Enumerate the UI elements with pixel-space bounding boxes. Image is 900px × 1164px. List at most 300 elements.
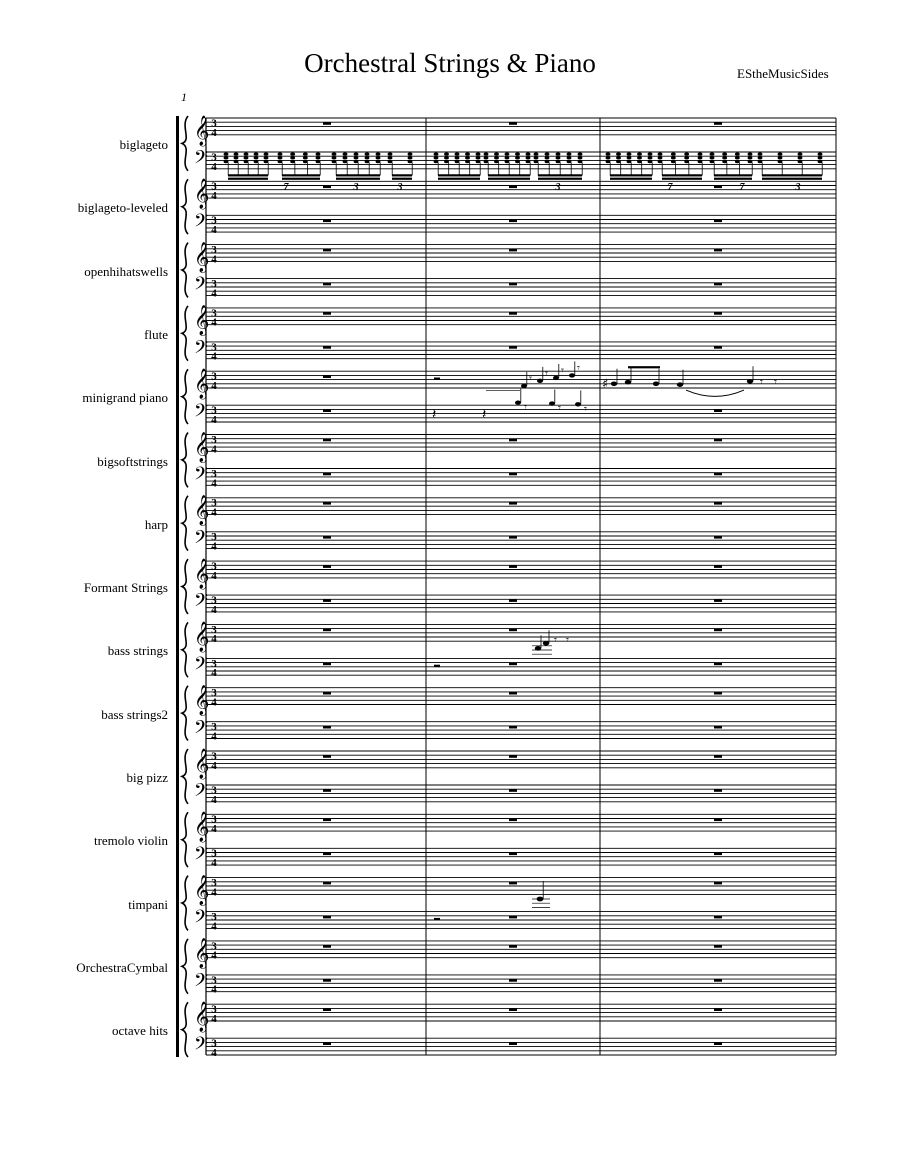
time-signature-numerator: 3 bbox=[211, 940, 217, 953]
whole-rest bbox=[323, 789, 331, 792]
eighth-rest-icon: 𝄾 bbox=[774, 375, 777, 389]
note-head bbox=[254, 156, 259, 159]
note-head bbox=[556, 160, 561, 163]
note-beam bbox=[610, 174, 652, 176]
whole-rest bbox=[714, 312, 722, 315]
note-head bbox=[234, 156, 239, 159]
note-head bbox=[549, 401, 555, 405]
bass-clef-icon: 𝄢 bbox=[194, 654, 209, 679]
treble-clef-icon: 𝄞 bbox=[194, 938, 210, 969]
whole-rest bbox=[509, 283, 517, 286]
note-head bbox=[543, 641, 549, 646]
time-signature-denominator: 4 bbox=[211, 350, 217, 363]
note-beam bbox=[392, 178, 412, 180]
treble-clef-icon: 𝄞 bbox=[194, 558, 210, 589]
note-head bbox=[376, 160, 381, 163]
note-head bbox=[465, 160, 470, 163]
staff-brace bbox=[182, 876, 188, 931]
note-head bbox=[698, 160, 703, 163]
treble-clef-icon: 𝄞 bbox=[194, 875, 210, 906]
note-head bbox=[658, 160, 663, 163]
treble-clef-icon: 𝄞 bbox=[194, 812, 210, 843]
whole-rest bbox=[323, 945, 331, 948]
note-head bbox=[254, 160, 259, 163]
note-head bbox=[343, 156, 348, 159]
note-head bbox=[224, 160, 229, 163]
whole-rest bbox=[509, 312, 517, 315]
note-beam bbox=[538, 174, 582, 176]
tuplet-number: 3 bbox=[555, 181, 561, 193]
whole-rest bbox=[714, 409, 722, 412]
whole-rest bbox=[323, 122, 331, 125]
treble-staff bbox=[206, 498, 836, 515]
whole-rest bbox=[714, 565, 722, 568]
note-head bbox=[578, 160, 583, 163]
note-head bbox=[534, 160, 539, 163]
note-head bbox=[244, 153, 249, 156]
note-beam bbox=[488, 174, 530, 176]
bass-clef-icon: 𝄢 bbox=[194, 1033, 209, 1059]
note-head bbox=[494, 153, 499, 156]
note-head bbox=[515, 160, 520, 163]
treble-staff bbox=[206, 688, 836, 705]
whole-rest bbox=[323, 599, 331, 602]
whole-rest bbox=[323, 692, 331, 695]
note-head bbox=[658, 156, 663, 159]
note-head bbox=[698, 156, 703, 159]
whole-rest bbox=[714, 249, 722, 252]
note-beam bbox=[336, 174, 380, 176]
instrument-label: biglageto bbox=[119, 137, 168, 152]
instrument-label: tremolo violin bbox=[93, 833, 168, 849]
whole-rest bbox=[509, 1042, 517, 1045]
whole-rest bbox=[509, 945, 517, 948]
note-head bbox=[567, 153, 572, 156]
whole-rest bbox=[323, 1042, 331, 1045]
staff-brace bbox=[182, 1002, 188, 1057]
note-head bbox=[710, 153, 715, 156]
note-beam bbox=[438, 178, 480, 180]
note-head bbox=[637, 160, 642, 163]
time-signature-denominator: 4 bbox=[211, 857, 217, 870]
eighth-rest-icon: 𝄾 bbox=[545, 366, 548, 380]
note-beam bbox=[228, 174, 268, 176]
note-head bbox=[224, 156, 229, 159]
time-signature-denominator: 4 bbox=[211, 287, 217, 300]
note-head bbox=[354, 156, 359, 159]
time-signature-denominator: 4 bbox=[211, 506, 217, 519]
time-signature-denominator: 4 bbox=[211, 633, 217, 646]
whole-rest bbox=[714, 473, 722, 476]
whole-rest bbox=[509, 249, 517, 252]
note-head bbox=[343, 153, 348, 156]
sharp-icon: ♯ bbox=[602, 377, 609, 392]
note-head bbox=[616, 156, 621, 159]
note-head bbox=[494, 160, 499, 163]
instrument-label: flute bbox=[144, 326, 168, 342]
note-head bbox=[484, 156, 489, 159]
whole-rest bbox=[323, 473, 331, 476]
treble-clef-icon: 𝄞 bbox=[194, 622, 210, 653]
treble-staff bbox=[206, 1004, 836, 1021]
bass-clef-icon: 𝄢 bbox=[194, 843, 209, 869]
instrument-label: openhihatswells bbox=[84, 263, 168, 279]
note-head bbox=[444, 153, 449, 156]
treble-clef-icon: 𝄞 bbox=[194, 305, 210, 336]
whole-rest bbox=[323, 220, 331, 223]
time-signature-denominator: 4 bbox=[211, 667, 217, 680]
bass-staff bbox=[206, 532, 836, 549]
note-head bbox=[758, 160, 763, 163]
whole-rest bbox=[714, 789, 722, 792]
whole-rest bbox=[323, 249, 331, 252]
time-signature-numerator: 3 bbox=[211, 117, 217, 130]
bass-staff bbox=[206, 342, 836, 359]
whole-rest bbox=[714, 945, 722, 948]
whole-rest bbox=[509, 692, 517, 695]
staff-brace bbox=[182, 939, 188, 994]
note-head bbox=[606, 160, 611, 163]
whole-rest bbox=[714, 439, 722, 442]
treble-clef-icon: 𝄞 bbox=[194, 369, 210, 399]
treble-clef-icon: 𝄞 bbox=[194, 1002, 210, 1032]
bass-staff bbox=[206, 279, 836, 296]
treble-staff bbox=[206, 751, 836, 768]
tuplet-number: 7 bbox=[283, 181, 289, 193]
note-beam bbox=[662, 174, 702, 176]
bass-clef-icon: 𝄢 bbox=[194, 970, 209, 996]
time-signature-denominator: 4 bbox=[211, 759, 217, 772]
eighth-rest-icon: 𝄾 bbox=[529, 371, 532, 385]
note-head bbox=[354, 153, 359, 156]
time-signature-numerator: 3 bbox=[211, 784, 217, 797]
note-head bbox=[575, 402, 581, 406]
staff-brace bbox=[182, 496, 188, 551]
note-beam bbox=[392, 174, 412, 176]
whole-rest bbox=[509, 663, 517, 666]
note-head bbox=[798, 153, 803, 156]
whole-rest bbox=[509, 789, 517, 792]
whole-rest bbox=[714, 726, 722, 729]
note-head bbox=[408, 160, 413, 163]
note-head bbox=[778, 156, 783, 159]
whole-rest bbox=[323, 755, 331, 758]
tuplet-number: 3 bbox=[795, 181, 801, 193]
note-head bbox=[290, 156, 295, 159]
whole-rest bbox=[323, 565, 331, 568]
time-signature-denominator: 4 bbox=[211, 443, 217, 456]
note-head bbox=[648, 156, 653, 159]
bass-staff bbox=[206, 1038, 836, 1055]
half-rest bbox=[434, 665, 440, 667]
note-head bbox=[534, 156, 539, 159]
time-signature-denominator: 4 bbox=[211, 886, 217, 899]
note-beam bbox=[282, 178, 320, 180]
note-head bbox=[484, 160, 489, 163]
treble-staff bbox=[206, 435, 836, 452]
bass-clef-icon: 𝄢 bbox=[194, 147, 209, 173]
tuplet-number: 7 bbox=[739, 181, 745, 193]
note-head bbox=[567, 160, 572, 163]
time-signature-numerator: 3 bbox=[211, 623, 217, 636]
note-head bbox=[616, 153, 621, 156]
note-head bbox=[465, 153, 470, 156]
note-beam bbox=[228, 178, 268, 180]
time-signature-denominator: 4 bbox=[211, 190, 217, 203]
whole-rest bbox=[323, 439, 331, 442]
whole-rest bbox=[323, 409, 331, 412]
note-head bbox=[234, 160, 239, 163]
whole-rest bbox=[509, 536, 517, 539]
treble-clef-icon: 𝄞 bbox=[194, 748, 210, 779]
quarter-rest-icon: 𝄽 bbox=[482, 406, 487, 423]
eighth-rest-icon: 𝄾 bbox=[760, 375, 763, 389]
whole-rest bbox=[714, 122, 722, 125]
note-head bbox=[748, 160, 753, 163]
note-head bbox=[343, 160, 348, 163]
staff-brace bbox=[182, 433, 188, 488]
bass-clef-icon: 𝄢 bbox=[194, 907, 209, 933]
note-head bbox=[722, 156, 727, 159]
whole-rest bbox=[323, 979, 331, 982]
time-signature-numerator: 3 bbox=[211, 1037, 217, 1050]
note-head bbox=[798, 160, 803, 163]
note-beam bbox=[488, 178, 530, 180]
note-head bbox=[388, 153, 393, 156]
time-signature-numerator: 3 bbox=[211, 657, 217, 670]
note-head bbox=[710, 156, 715, 159]
note-head bbox=[684, 156, 689, 159]
time-signature-numerator: 3 bbox=[211, 687, 217, 700]
instrument-label: timpani bbox=[128, 896, 168, 912]
eighth-rest-icon: 𝄾 bbox=[577, 361, 580, 375]
whole-rest bbox=[509, 629, 517, 632]
whole-rest bbox=[714, 502, 722, 505]
whole-rest bbox=[714, 1008, 722, 1011]
note-head bbox=[376, 153, 381, 156]
note-head bbox=[748, 156, 753, 159]
measure-number: 1 bbox=[181, 90, 187, 104]
bass-staff bbox=[206, 975, 836, 992]
time-signature-denominator: 4 bbox=[211, 1013, 217, 1025]
instrument-label: OrchestraCymbal bbox=[76, 959, 168, 975]
whole-rest bbox=[714, 819, 722, 822]
note-head bbox=[515, 400, 521, 404]
bass-clef-icon: 𝄢 bbox=[194, 210, 209, 236]
time-signature-numerator: 3 bbox=[211, 847, 217, 860]
note-head bbox=[758, 156, 763, 159]
instrument-label: bass strings bbox=[107, 643, 168, 659]
bass-staff bbox=[206, 215, 836, 232]
note-beam bbox=[538, 178, 582, 180]
bass-staff bbox=[206, 912, 836, 929]
whole-rest bbox=[714, 853, 722, 856]
staff-brace bbox=[182, 369, 188, 424]
note-head bbox=[278, 153, 283, 156]
note-head bbox=[735, 160, 740, 163]
time-signature-numerator: 3 bbox=[211, 531, 217, 544]
whole-rest bbox=[714, 979, 722, 982]
time-signature-numerator: 3 bbox=[211, 433, 217, 446]
bass-clef-icon: 𝄢 bbox=[194, 337, 209, 363]
note-head bbox=[556, 156, 561, 159]
staff-brace bbox=[182, 686, 188, 741]
note-head bbox=[332, 153, 337, 156]
eighth-rest-icon: 𝄾 bbox=[566, 633, 569, 647]
staff-brace bbox=[182, 559, 188, 614]
note-head bbox=[365, 160, 370, 163]
whole-rest bbox=[509, 916, 517, 919]
bass-staff bbox=[206, 152, 836, 169]
whole-rest bbox=[509, 346, 517, 349]
note-head bbox=[388, 160, 393, 163]
time-signature-denominator: 4 bbox=[211, 253, 217, 266]
note-head bbox=[747, 379, 753, 384]
note-head bbox=[698, 153, 703, 156]
time-signature-numerator: 3 bbox=[211, 750, 217, 763]
note-head bbox=[515, 156, 520, 159]
time-signature-denominator: 4 bbox=[211, 224, 217, 237]
whole-rest bbox=[714, 536, 722, 539]
note-head bbox=[278, 160, 283, 163]
note-head bbox=[545, 153, 550, 156]
bass-clef-icon: 𝄢 bbox=[194, 464, 209, 490]
treble-staff bbox=[206, 371, 836, 388]
note-head bbox=[735, 156, 740, 159]
whole-rest bbox=[509, 473, 517, 476]
instrument-label: bigsoftstrings bbox=[97, 453, 168, 469]
note-head bbox=[465, 156, 470, 159]
note-head bbox=[290, 160, 295, 163]
half-rest bbox=[434, 918, 440, 920]
whole-rest bbox=[714, 629, 722, 632]
time-signature-numerator: 3 bbox=[211, 721, 217, 734]
time-signature-numerator: 3 bbox=[211, 877, 217, 889]
whole-rest bbox=[323, 853, 331, 856]
bass-clef-icon: 𝄢 bbox=[194, 274, 209, 300]
note-head bbox=[264, 160, 269, 163]
bass-staff bbox=[206, 469, 836, 486]
whole-rest bbox=[714, 663, 722, 666]
staff-brace bbox=[182, 243, 188, 298]
whole-rest bbox=[714, 186, 722, 189]
time-signature-numerator: 3 bbox=[211, 278, 217, 290]
note-head bbox=[722, 160, 727, 163]
note-head bbox=[545, 160, 550, 163]
whole-rest bbox=[323, 536, 331, 539]
time-signature-numerator: 3 bbox=[211, 214, 217, 227]
note-head bbox=[648, 153, 653, 156]
note-head bbox=[611, 382, 617, 387]
note-head bbox=[408, 156, 413, 159]
time-signature-denominator: 4 bbox=[211, 569, 217, 582]
tie-curve bbox=[686, 390, 744, 396]
note-head bbox=[290, 153, 295, 156]
note-head bbox=[316, 153, 321, 156]
note-head bbox=[677, 382, 683, 387]
instrument-label: harp bbox=[144, 516, 168, 532]
bass-staff bbox=[206, 405, 836, 422]
bass-clef-icon: 𝄢 bbox=[194, 717, 209, 743]
note-head bbox=[534, 153, 539, 156]
note-head bbox=[637, 153, 642, 156]
time-signature-denominator: 4 bbox=[211, 983, 217, 996]
note-head bbox=[526, 153, 531, 156]
note-head bbox=[578, 156, 583, 159]
time-signature-denominator: 4 bbox=[211, 316, 217, 329]
note-head bbox=[671, 153, 676, 156]
whole-rest bbox=[509, 979, 517, 982]
staff-brace bbox=[182, 749, 188, 804]
half-rest bbox=[434, 378, 440, 380]
treble-clef-icon: 𝄞 bbox=[194, 242, 210, 273]
time-signature-numerator: 3 bbox=[211, 813, 217, 826]
treble-clef-icon: 𝄞 bbox=[194, 432, 210, 463]
whole-rest bbox=[509, 502, 517, 505]
whole-rest bbox=[323, 819, 331, 822]
note-beam bbox=[438, 174, 480, 176]
note-head bbox=[376, 156, 381, 159]
bass-clef-icon: 𝄢 bbox=[194, 400, 209, 426]
note-head bbox=[278, 156, 283, 159]
note-head bbox=[648, 160, 653, 163]
note-head bbox=[521, 384, 527, 388]
treble-clef-icon: 𝄞 bbox=[194, 685, 210, 716]
note-head bbox=[264, 156, 269, 159]
note-head bbox=[735, 153, 740, 156]
note-head bbox=[569, 373, 575, 377]
whole-rest bbox=[509, 853, 517, 856]
note-head bbox=[254, 153, 259, 156]
time-signature-denominator: 4 bbox=[211, 793, 217, 806]
note-beam bbox=[662, 178, 702, 180]
staff-brace bbox=[182, 306, 188, 361]
whole-rest bbox=[323, 375, 331, 378]
treble-staff bbox=[206, 561, 836, 578]
note-head bbox=[818, 160, 823, 163]
whole-rest bbox=[509, 186, 517, 189]
bass-staff bbox=[206, 722, 836, 739]
whole-rest bbox=[509, 1008, 517, 1011]
note-beam bbox=[714, 178, 752, 180]
time-signature-numerator: 3 bbox=[211, 911, 217, 923]
treble-staff bbox=[206, 624, 836, 641]
note-head bbox=[684, 160, 689, 163]
bass-clef-icon: 𝄢 bbox=[194, 780, 209, 806]
note-head bbox=[818, 156, 823, 159]
note-head bbox=[455, 160, 460, 163]
note-head bbox=[758, 153, 763, 156]
note-beam bbox=[762, 178, 822, 180]
whole-rest bbox=[714, 283, 722, 286]
note-head bbox=[818, 153, 823, 156]
whole-rest bbox=[509, 565, 517, 568]
quarter-rest-icon: 𝄽 bbox=[432, 406, 437, 423]
eighth-rest-icon: 𝄾 bbox=[561, 363, 564, 377]
whole-rest bbox=[509, 755, 517, 758]
instrument-label: Formant Strings bbox=[83, 580, 168, 596]
note-head bbox=[494, 156, 499, 159]
treble-staff bbox=[206, 941, 836, 958]
whole-rest bbox=[509, 220, 517, 223]
note-head bbox=[476, 153, 481, 156]
treble-clef-icon: 𝄞 bbox=[194, 495, 210, 526]
note-head bbox=[224, 153, 229, 156]
note-head bbox=[264, 153, 269, 156]
treble-staff bbox=[206, 878, 836, 895]
note-head bbox=[408, 153, 413, 156]
note-beam bbox=[282, 174, 320, 176]
